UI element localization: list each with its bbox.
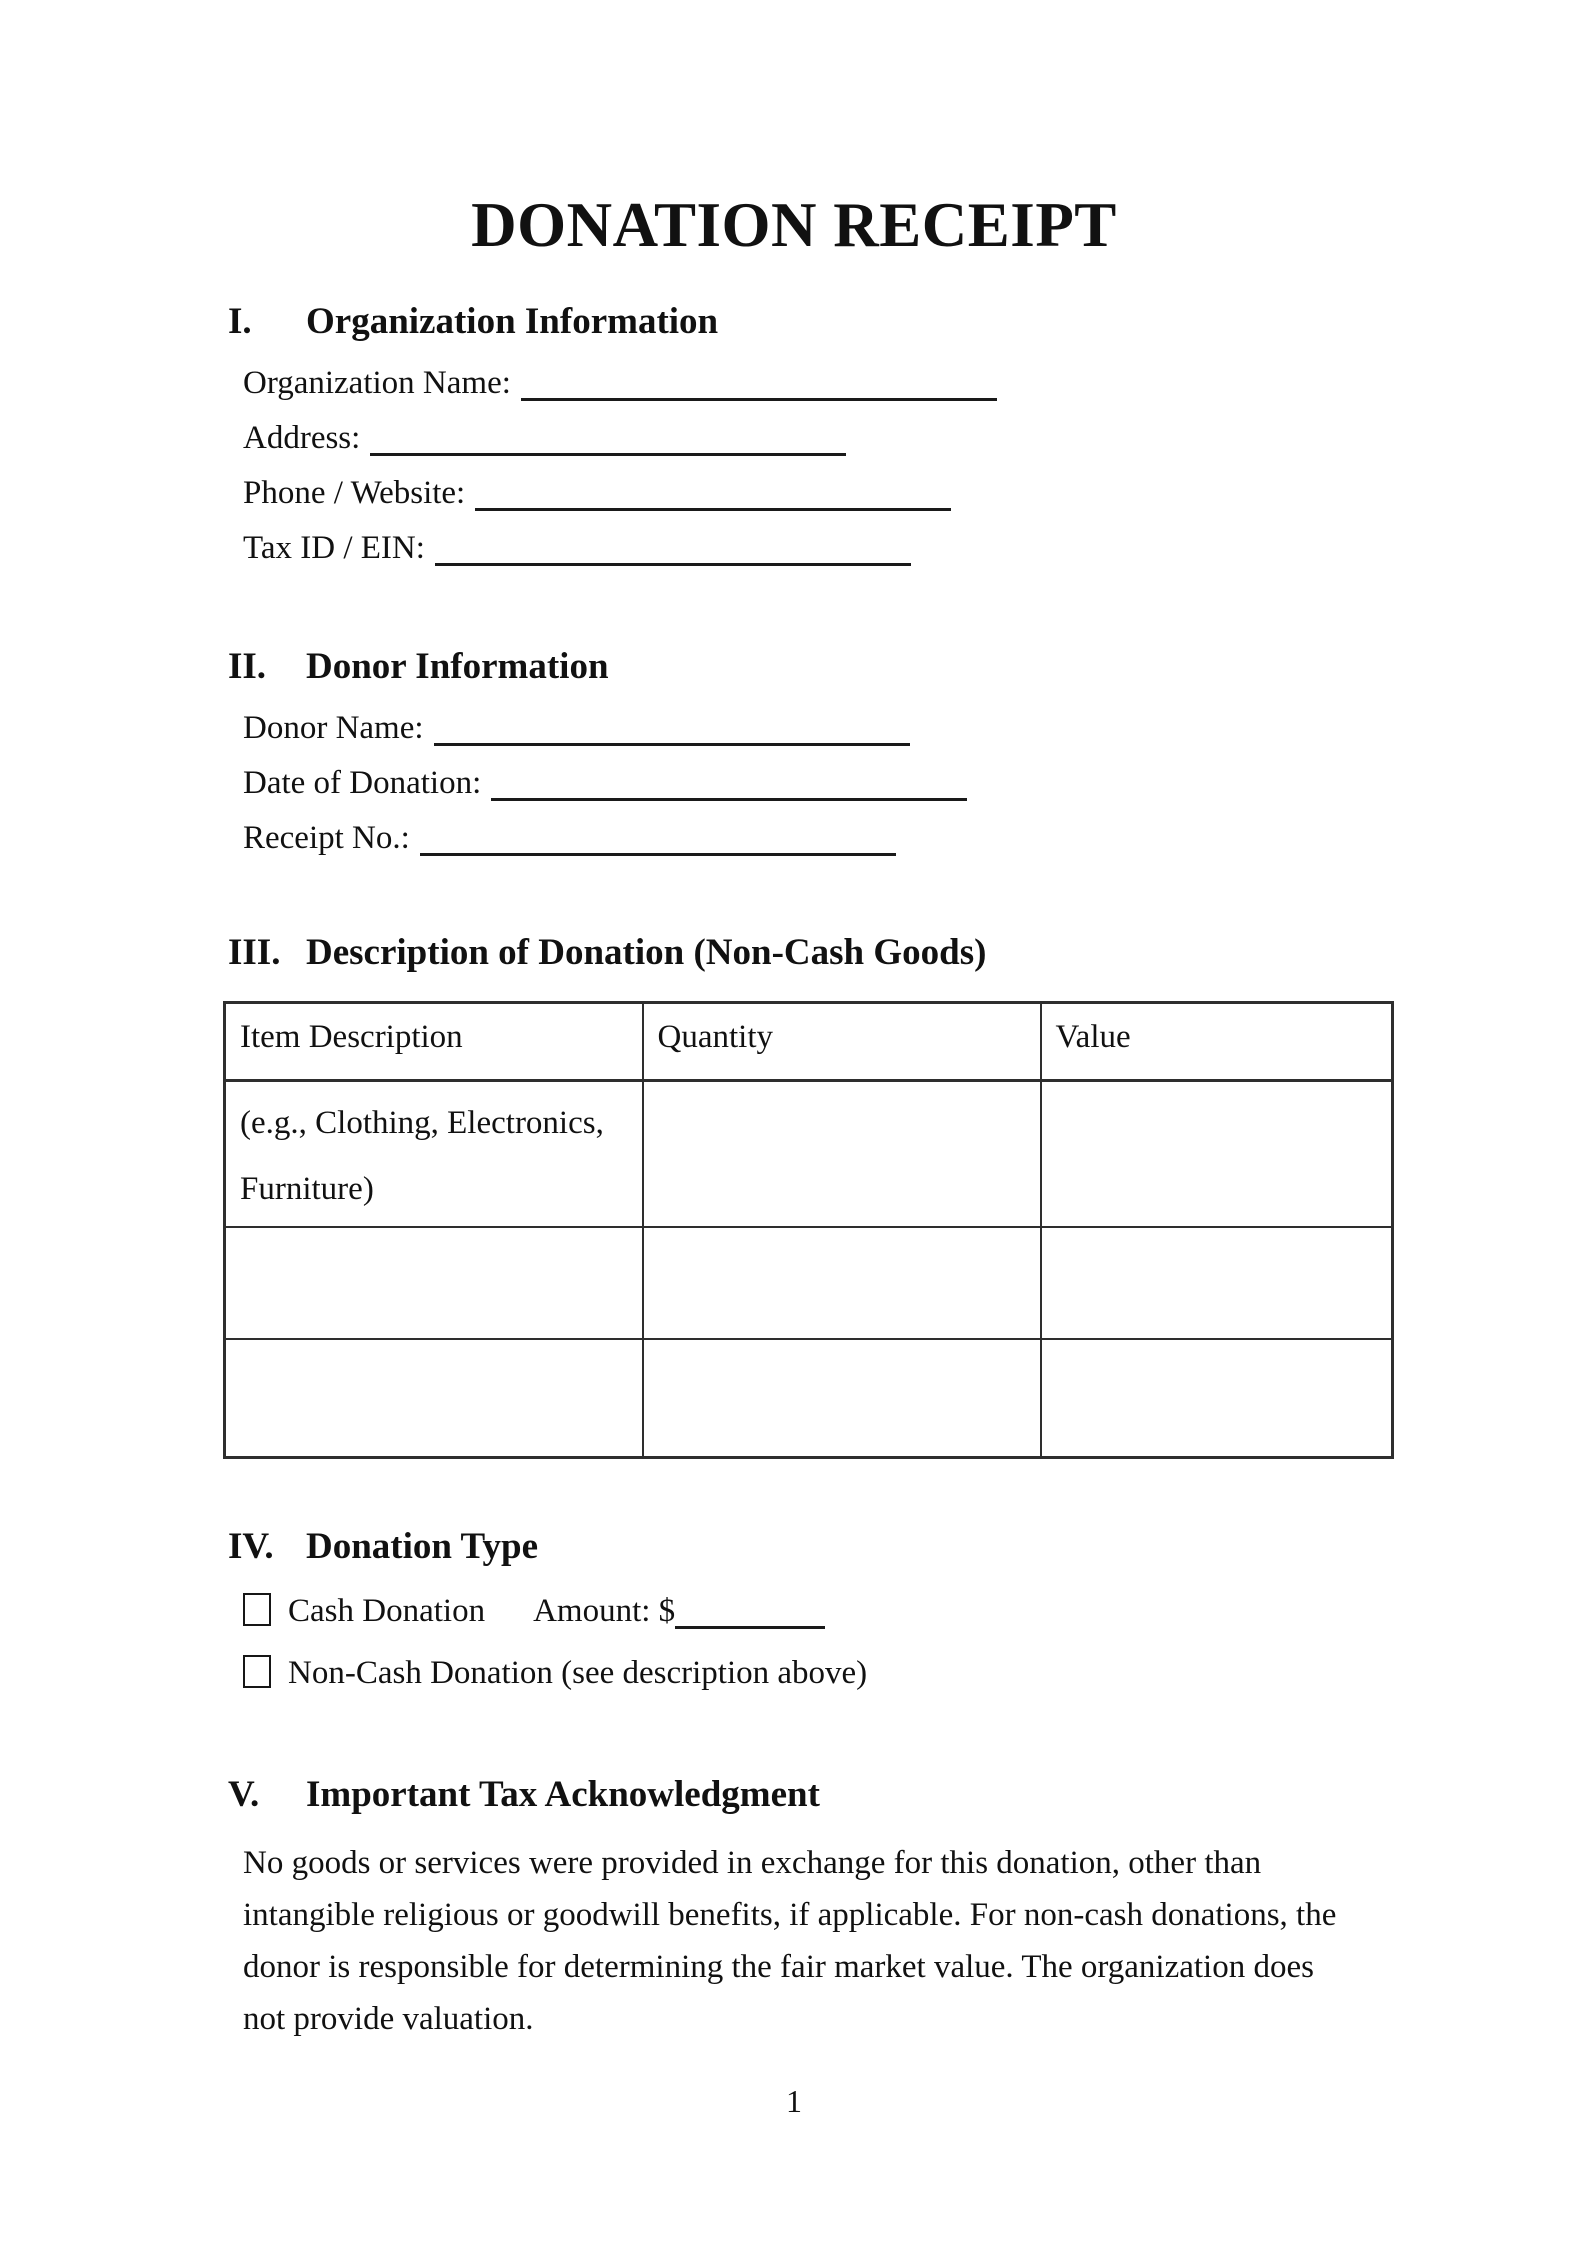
section-title: Donor Information xyxy=(306,646,609,687)
section-title: Donation Type xyxy=(306,1526,538,1567)
page-number: 1 xyxy=(786,2083,802,2119)
option-label: Non-Cash Donation (see description above) xyxy=(288,1655,868,1691)
cell-value[interactable] xyxy=(1041,1081,1393,1227)
phone-website-blank-line[interactable] xyxy=(475,478,951,511)
field-label: Address: xyxy=(243,420,361,456)
tax-acknowledgment-text: No goods or services were provided in exchange for this donation, other than intangible religious or goodwill benefits, if applicable. For non-cash donations, the donor is responsible for determining the fair market value. The organization does not provide valuation. xyxy=(243,1845,1337,2037)
cell-quantity[interactable] xyxy=(643,1081,1041,1227)
amount-blank-line[interactable] xyxy=(675,1596,825,1629)
field-row-date-of-donation xyxy=(243,762,1488,804)
section-heading-donor-information xyxy=(228,645,1488,689)
date-of-donation-blank-line[interactable] xyxy=(491,768,967,801)
field-label: Phone / Website: xyxy=(243,475,466,511)
option-non-cash-donation xyxy=(243,1651,1488,1695)
section-title: Description of Donation (Non-Cash Goods) xyxy=(306,932,987,973)
section-number: I. xyxy=(228,301,252,342)
field-row-phone-website xyxy=(243,472,1488,514)
amount-label: Amount: $ xyxy=(533,1593,676,1629)
section-number: II. xyxy=(228,646,267,687)
option-label: Cash Donation xyxy=(288,1593,486,1629)
field-label: Donor Name: xyxy=(243,710,424,746)
checkbox-icon[interactable] xyxy=(243,1593,271,1626)
table-row xyxy=(225,1339,1393,1458)
column-header-value: Value xyxy=(1041,1003,1393,1081)
table-row xyxy=(225,1081,1393,1227)
field-row-tax-id-ein xyxy=(243,527,1488,569)
field-row-organization-name xyxy=(243,362,1488,404)
section-title: Organization Information xyxy=(306,301,719,342)
table-header-row xyxy=(225,1003,1393,1081)
cell-item-description[interactable] xyxy=(225,1339,643,1458)
section-heading-donation-type xyxy=(228,1525,1488,1569)
document-body xyxy=(228,300,1488,2045)
cell-item-description-example[interactable]: (e.g., Clothing, Electronics, Furniture) xyxy=(225,1081,643,1227)
document-title: DONATION RECEIPT xyxy=(471,190,1117,260)
donor-name-blank-line[interactable] xyxy=(434,713,910,746)
checkbox-icon[interactable] xyxy=(243,1655,271,1688)
organization-name-blank-line[interactable] xyxy=(521,368,997,401)
cell-quantity[interactable] xyxy=(643,1339,1041,1458)
field-row-receipt-no xyxy=(243,817,1488,859)
field-label: Receipt No.: xyxy=(243,820,410,856)
field-label: Tax ID / EIN: xyxy=(243,530,425,566)
donor-fields xyxy=(243,707,1488,859)
field-row-donor-name xyxy=(243,707,1488,749)
cell-value[interactable] xyxy=(1041,1339,1393,1458)
section-number: III. xyxy=(228,932,281,973)
field-row-address xyxy=(243,417,1488,459)
option-cash-donation xyxy=(243,1589,1488,1633)
receipt-no-blank-line[interactable] xyxy=(420,823,896,856)
field-label: Date of Donation: xyxy=(243,765,482,801)
cell-item-description[interactable] xyxy=(225,1227,643,1339)
tax-id-ein-blank-line[interactable] xyxy=(435,533,911,566)
cell-value[interactable] xyxy=(1041,1227,1393,1339)
section-title: Important Tax Acknowledgment xyxy=(306,1774,820,1815)
donation-type-options xyxy=(243,1589,1488,1695)
donation-items-table xyxy=(223,1001,1394,1459)
section-heading-important-tax-acknowledgment xyxy=(228,1773,1488,1817)
section-heading-organization-information xyxy=(228,300,1488,344)
section-number: IV. xyxy=(228,1526,274,1567)
cell-quantity[interactable] xyxy=(643,1227,1041,1339)
address-blank-line[interactable] xyxy=(370,423,846,456)
organization-fields xyxy=(243,362,1488,569)
section-heading-description-of-donation xyxy=(228,931,1488,975)
column-header-item-description: Item Description xyxy=(225,1003,643,1081)
field-label: Organization Name: xyxy=(243,365,511,401)
section-number: V. xyxy=(228,1774,260,1815)
table-row xyxy=(225,1227,1393,1339)
column-header-quantity: Quantity xyxy=(643,1003,1041,1081)
